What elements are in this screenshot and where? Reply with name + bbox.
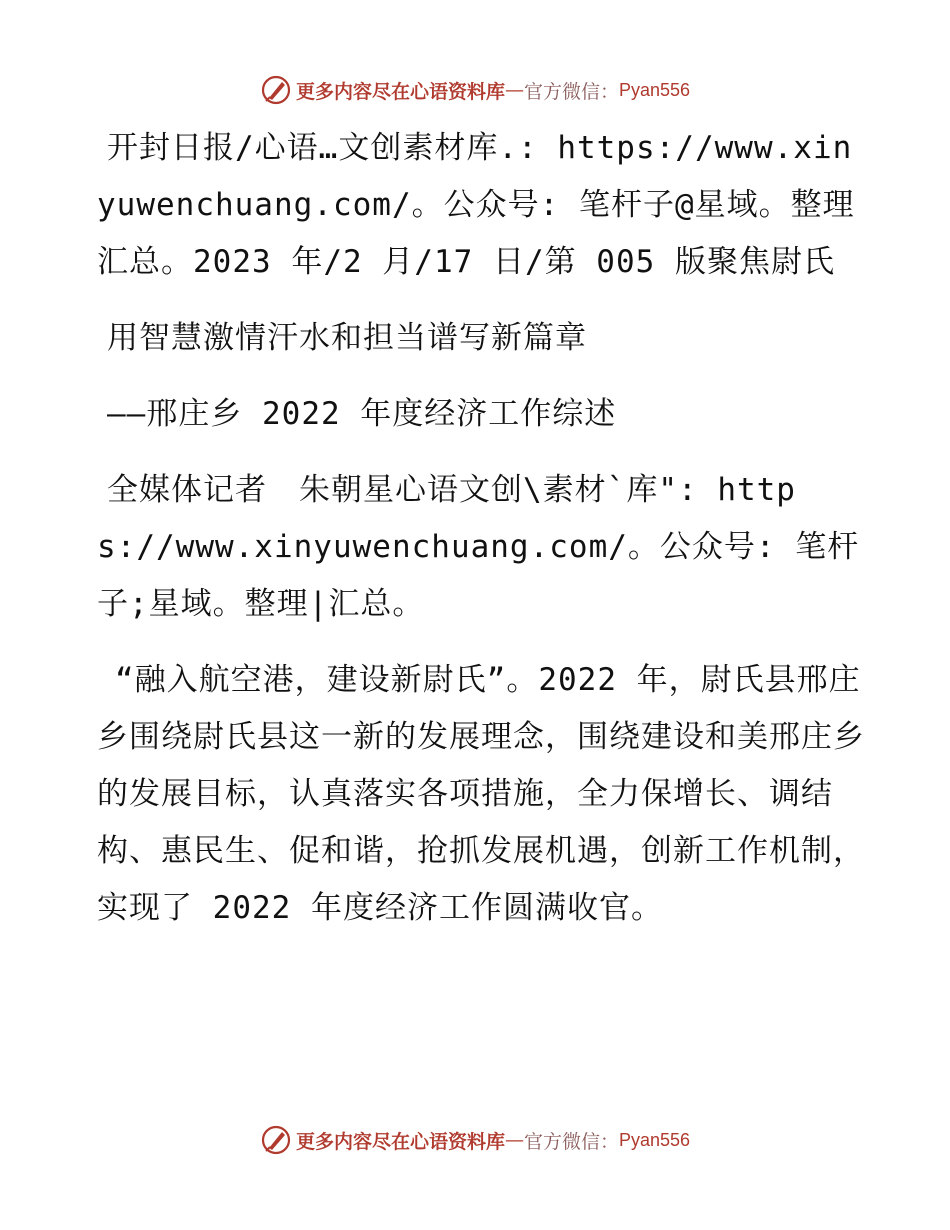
quill-logo-icon	[260, 74, 292, 106]
article-body	[97, 120, 867, 937]
watermark-wechat-id: Pyan556	[618, 1129, 691, 1150]
watermark-wechat-id: Pyan556	[618, 79, 691, 100]
article-source: 开封日报/心语…文创素材库.: https://www.xinyuwenchuang.com/。公众号: 笔杆子@星域。整理汇总。2023 年/2 月/17 日/第 005 版聚焦尉氏	[97, 130, 855, 280]
article-author: 全媒体记者 朱朝星心语文创\素材`库": https://www.xinyuwenchuang.com/。公众号: 笔杆子;星域。整理|汇总。	[97, 472, 860, 622]
watermark-main-text: 更多内容尽在心语资料库	[295, 1130, 505, 1153]
article-paragraph: “融入航空港，建设新尉氏”。2022 年，尉氏县邢庄乡围绕尉氏县这一新的发展理念，围绕建设和美邢庄乡的发展目标，认真落实各项措施，全力保增长、调结构、惠民生、促和谐，抢抓发展机遇，创新工作机制，实现了 2022 年度经济工作圆满收官。	[97, 662, 865, 926]
footer-watermark	[0, 1120, 950, 1160]
article-subtitle: ——邢庄乡 2022 年度经济工作综述	[107, 396, 617, 432]
watermark-main-text: 更多内容尽在心语资料库	[295, 80, 505, 103]
header-watermark	[0, 70, 950, 110]
watermark-wechat-label: 官方微信：	[523, 80, 619, 103]
article-title: 用智慧激情汗水和担当谱写新篇章	[107, 320, 587, 356]
watermark-wechat-label: 官方微信：	[523, 1130, 619, 1153]
quill-logo-icon	[260, 1124, 292, 1156]
watermark-separator: —	[504, 1129, 524, 1151]
watermark-separator: —	[504, 79, 524, 101]
